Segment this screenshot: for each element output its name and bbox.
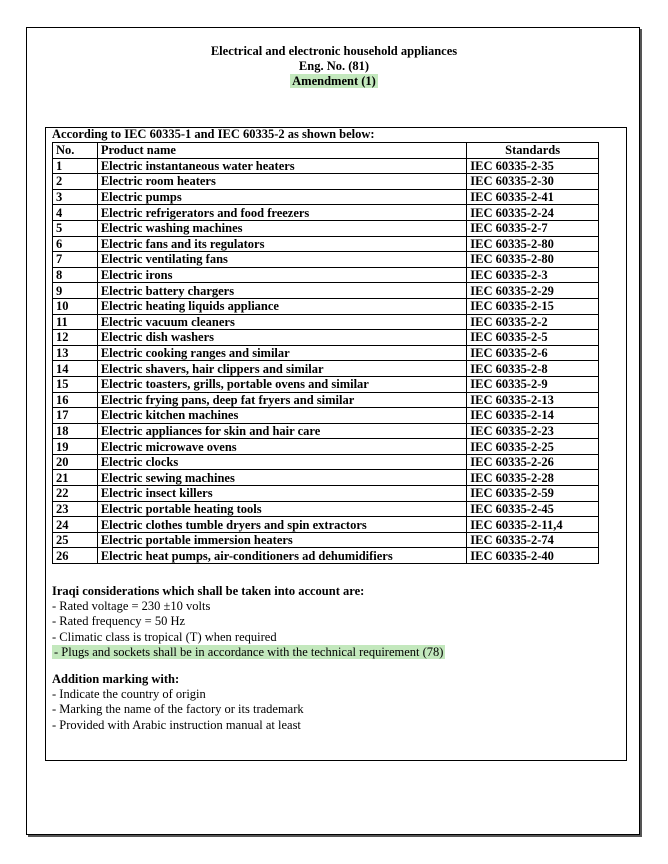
- row-number-cell: 23: [53, 501, 98, 517]
- standard-cell: IEC 60335-2-2: [467, 314, 599, 330]
- table-row: [53, 189, 599, 205]
- product-name-cell: Electric heating liquids appliance: [97, 298, 466, 314]
- row-number-cell: 19: [53, 439, 98, 455]
- table-row: [53, 252, 599, 268]
- standard-cell: IEC 60335-2-40: [467, 548, 599, 564]
- table-row: [53, 439, 599, 455]
- standard-cell: IEC 60335-2-11,4: [467, 517, 599, 533]
- table-row: [53, 486, 599, 502]
- table-row: [53, 376, 599, 392]
- table-header-row: [53, 143, 599, 159]
- row-number-cell: 1: [53, 158, 98, 174]
- row-number-cell: 21: [53, 470, 98, 486]
- list-item: - Rated voltage = 230 ±10 volts: [52, 599, 211, 614]
- table-row: [53, 501, 599, 517]
- row-number-cell: 15: [53, 376, 98, 392]
- row-number-cell: 18: [53, 423, 98, 439]
- standard-cell: IEC 60335-2-13: [467, 392, 599, 408]
- row-number-cell: 7: [53, 252, 98, 268]
- standard-cell: IEC 60335-2-3: [467, 267, 599, 283]
- table-row: [53, 158, 599, 174]
- table-row: [53, 174, 599, 190]
- list-item: - Rated frequency = 50 Hz: [52, 614, 186, 629]
- row-number-cell: 5: [53, 220, 98, 236]
- standard-cell: IEC 60335-2-6: [467, 345, 599, 361]
- row-number-cell: 3: [53, 189, 98, 205]
- standard-cell: IEC 60335-2-45: [467, 501, 599, 517]
- highlighted-list-item: - Plugs and sockets shall be in accordance with the technical requirement (78): [54, 644, 444, 659]
- standard-cell: IEC 60335-2-14: [467, 408, 599, 424]
- standard-cell: IEC 60335-2-80: [467, 252, 599, 268]
- column-header-standards: Standards: [467, 143, 599, 159]
- product-name-cell: Electric portable heating tools: [97, 501, 466, 517]
- table-row: [53, 423, 599, 439]
- standard-cell: IEC 60335-2-59: [467, 486, 599, 502]
- table-row: [53, 361, 599, 377]
- table-row: [53, 392, 599, 408]
- addition-title: Addition marking with:: [52, 672, 180, 686]
- iraqi-title: Iraqi considerations which shall be taken into account are:: [52, 584, 365, 598]
- column-header-name: Product name: [97, 143, 466, 159]
- list-item: - Indicate the country of origin: [52, 687, 206, 702]
- product-name-cell: Electric clocks: [97, 454, 466, 470]
- standard-cell: IEC 60335-2-8: [467, 361, 599, 377]
- table-row: [53, 345, 599, 361]
- standard-cell: IEC 60335-2-30: [467, 174, 599, 190]
- table-row: [53, 236, 599, 252]
- row-number-cell: 2: [53, 174, 98, 190]
- product-name-cell: Electric fans and its regulators: [97, 236, 466, 252]
- eng-number: Eng. No. (81): [298, 59, 370, 73]
- product-name-cell: Electric cooking ranges and similar: [97, 345, 466, 361]
- product-name-cell: Electric kitchen machines: [97, 408, 466, 424]
- product-name-cell: Electric ventilating fans: [97, 252, 466, 268]
- intro-text: According to IEC 60335-1 and IEC 60335-2 as shown below:: [52, 127, 375, 141]
- row-number-cell: 22: [53, 486, 98, 502]
- table-row: [53, 314, 599, 330]
- row-number-cell: 8: [53, 267, 98, 283]
- standard-cell: IEC 60335-2-28: [467, 470, 599, 486]
- standard-cell: IEC 60335-2-26: [467, 454, 599, 470]
- table-row: [53, 454, 599, 470]
- product-name-cell: Electric irons: [97, 267, 466, 283]
- row-number-cell: 17: [53, 408, 98, 424]
- product-name-cell: Electric appliances for skin and hair care: [97, 423, 466, 439]
- product-name-cell: Electric vacuum cleaners: [97, 314, 466, 330]
- product-name-cell: Electric microwave ovens: [97, 439, 466, 455]
- standard-cell: IEC 60335-2-23: [467, 423, 599, 439]
- row-number-cell: 13: [53, 345, 98, 361]
- product-name-cell: Electric clothes tumble dryers and spin extractors: [97, 517, 466, 533]
- iraqi-considerations: [52, 584, 445, 660]
- row-number-cell: 9: [53, 283, 98, 299]
- product-name-cell: Electric heat pumps, air-conditioners ad dehumidifiers: [97, 548, 466, 564]
- standard-cell: IEC 60335-2-41: [467, 189, 599, 205]
- row-number-cell: 26: [53, 548, 98, 564]
- table-row: [53, 283, 599, 299]
- standard-cell: IEC 60335-2-9: [467, 376, 599, 392]
- table-row: [53, 267, 599, 283]
- product-name-cell: Electric insect killers: [97, 486, 466, 502]
- product-name-cell: Electric toasters, grills, portable ovens and similar: [97, 376, 466, 392]
- row-number-cell: 12: [53, 330, 98, 346]
- row-number-cell: 10: [53, 298, 98, 314]
- row-number-cell: 25: [53, 532, 98, 548]
- table-row: [53, 548, 599, 564]
- product-name-cell: Electric portable immersion heaters: [97, 532, 466, 548]
- standard-cell: IEC 60335-2-5: [467, 330, 599, 346]
- product-name-cell: Electric sewing machines: [97, 470, 466, 486]
- table-row: [53, 330, 599, 346]
- standard-cell: IEC 60335-2-24: [467, 205, 599, 221]
- table-row: [53, 408, 599, 424]
- standard-cell: IEC 60335-2-80: [467, 236, 599, 252]
- table-row: [53, 532, 599, 548]
- standard-cell: IEC 60335-2-7: [467, 220, 599, 236]
- row-number-cell: 24: [53, 517, 98, 533]
- product-name-cell: Electric instantaneous water heaters: [97, 158, 466, 174]
- table-row: [53, 298, 599, 314]
- document-header: [0, 44, 668, 89]
- standard-cell: IEC 60335-2-35: [467, 158, 599, 174]
- addition-marking: [52, 672, 304, 733]
- table-row: [53, 470, 599, 486]
- products-table: [52, 142, 599, 564]
- row-number-cell: 6: [53, 236, 98, 252]
- row-number-cell: 20: [53, 454, 98, 470]
- product-name-cell: Electric refrigerators and food freezers: [97, 205, 466, 221]
- row-number-cell: 11: [53, 314, 98, 330]
- row-number-cell: 16: [53, 392, 98, 408]
- standard-cell: IEC 60335-2-29: [467, 283, 599, 299]
- document-title: Electrical and electronic household appliances: [210, 44, 458, 58]
- product-name-cell: Electric washing machines: [97, 220, 466, 236]
- table-row: [53, 220, 599, 236]
- standard-cell: IEC 60335-2-74: [467, 532, 599, 548]
- list-item: - Climatic class is tropical (T) when required: [52, 629, 277, 644]
- row-number-cell: 14: [53, 361, 98, 377]
- product-name-cell: Electric frying pans, deep fat fryers and similar: [97, 392, 466, 408]
- product-name-cell: Electric shavers, hair clippers and similar: [97, 361, 466, 377]
- column-header-no: No.: [53, 143, 98, 159]
- product-name-cell: Electric room heaters: [97, 174, 466, 190]
- row-number-cell: 4: [53, 205, 98, 221]
- product-name-cell: Electric pumps: [97, 189, 466, 205]
- product-name-cell: Electric dish washers: [97, 330, 466, 346]
- list-item: - Marking the name of the factory or its trademark: [52, 702, 304, 717]
- amendment-label: Amendment (1): [292, 74, 376, 88]
- list-item: - Provided with Arabic instruction manual at least: [52, 717, 301, 732]
- table-row: [53, 517, 599, 533]
- standard-cell: IEC 60335-2-15: [467, 298, 599, 314]
- standard-cell: IEC 60335-2-25: [467, 439, 599, 455]
- product-name-cell: Electric battery chargers: [97, 283, 466, 299]
- table-row: [53, 205, 599, 221]
